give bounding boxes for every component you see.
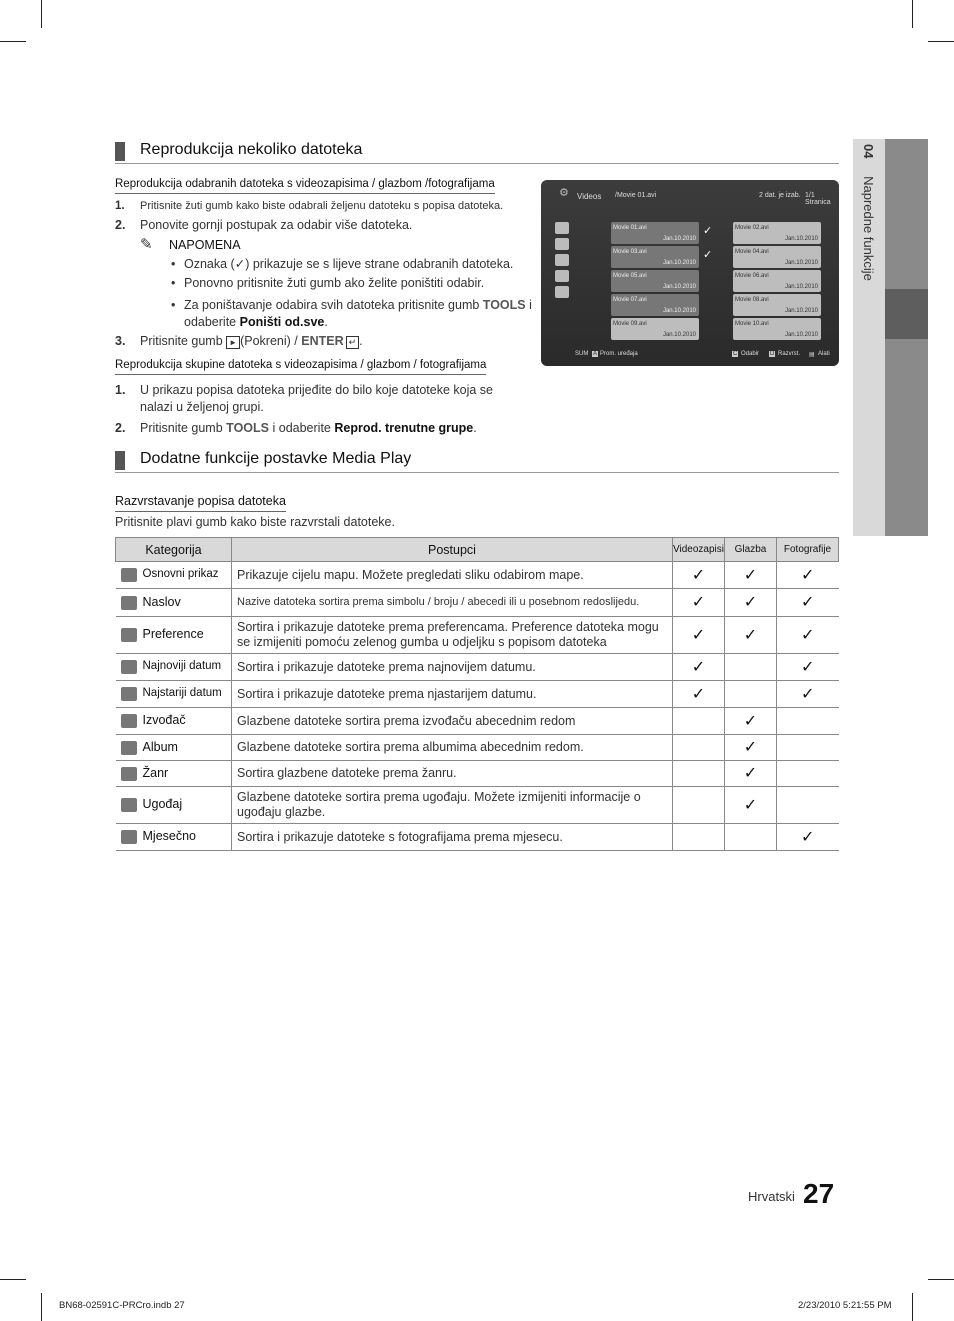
screen-sort-icons	[555, 222, 573, 322]
chapter-side-tab	[853, 139, 928, 536]
subsection-title: Reprodukcija skupine datoteka s videozapisima / glazbom / fotografijama	[115, 359, 486, 375]
button-d: D	[770, 351, 775, 357]
video-check	[673, 787, 725, 824]
category-cell: Album	[116, 735, 232, 761]
music-check: ✓	[725, 761, 777, 787]
video-check	[673, 735, 725, 761]
crop-mark	[912, 1293, 913, 1321]
crop-mark	[0, 1279, 26, 1280]
col-header: Kategorija	[116, 538, 232, 562]
category-cell: Naslov	[116, 589, 232, 617]
category-cell: Preference	[116, 617, 232, 654]
file-tile[interactable]: Movie 02.avi Jan.10.2010	[733, 222, 821, 244]
tab-block-active	[885, 289, 928, 339]
music-check	[725, 824, 777, 851]
table-row	[116, 824, 839, 851]
step-number: 1.	[115, 200, 125, 212]
intro-text: Pritisnite plavi gumb kako biste razvrstali datoteke.	[115, 515, 395, 529]
screen-title: Videos	[577, 192, 602, 201]
sum-label: SUM	[575, 351, 589, 357]
music-check	[725, 654, 777, 681]
music-check: ✓	[725, 617, 777, 654]
chapter-label	[861, 144, 876, 281]
tools-icon: ▤	[809, 352, 815, 358]
description-cell: Sortira glazbene datoteke prema žanru.	[232, 761, 673, 787]
album-icon	[121, 741, 137, 755]
tools-label: Alati	[818, 351, 830, 357]
tv-screenshot	[541, 180, 839, 366]
step-text: Pritisnite gumb ► (Pokreni) / ENTER ↵ .	[140, 334, 363, 348]
photo-check: ✓	[777, 824, 839, 851]
bullet-text: Oznaka (✓) prikazuje se s lijeve strane odabranih datoteka.	[184, 257, 514, 271]
print-file-info: BN68-02591C-PRCro.indb 27	[59, 1300, 185, 1311]
subsection-title: Razvrstavanje popisa datoteka	[115, 494, 286, 512]
mood-icon	[121, 798, 137, 812]
star-icon	[121, 628, 137, 642]
music-check: ✓	[725, 787, 777, 824]
calendar-old-icon	[555, 270, 569, 282]
screen-path: /Movie 01.avi	[615, 192, 657, 199]
calendar-old-icon	[121, 687, 137, 701]
step-number: 3.	[115, 334, 126, 348]
music-check: ✓	[725, 735, 777, 761]
artist-icon	[121, 714, 137, 728]
crop-mark	[41, 0, 42, 28]
music-check: ✓	[725, 708, 777, 735]
col-header: Fotografije	[777, 538, 839, 562]
step-text: Pritisnite žuti gumb kako biste odabrali željenu datoteku s popisa datoteka.	[140, 200, 504, 212]
file-tile[interactable]: Movie 07.avi Jan.10.2010	[611, 294, 699, 316]
video-check	[673, 708, 725, 735]
table-row	[116, 562, 839, 589]
file-tile[interactable]: Movie 03.avi Jan.10.2010	[611, 246, 699, 268]
category-cell: Mjesečno	[116, 824, 232, 851]
bullet-icon: •	[171, 257, 176, 271]
folder-icon	[555, 222, 569, 234]
video-check: ✓	[673, 681, 725, 708]
description-cell: Prikazuje cijelu mapu. Možete pregledati sliku odabirom mape.	[232, 562, 673, 589]
star-icon	[555, 286, 569, 298]
genre-icon	[121, 767, 137, 781]
chapter-number: 04	[861, 144, 876, 159]
table-header-row	[116, 538, 839, 562]
photo-check: ✓	[777, 617, 839, 654]
table-row	[116, 681, 839, 708]
photo-check	[777, 735, 839, 761]
table-row	[116, 654, 839, 681]
crop-mark	[0, 41, 26, 42]
change-device-label: Prom. uređaja	[600, 351, 638, 357]
screen-page: 1/1 Stranica	[805, 192, 831, 206]
video-check: ✓	[673, 654, 725, 681]
category-cell: Žanr	[116, 761, 232, 787]
section-bar	[115, 142, 125, 161]
description-cell: Glazbene datoteke sortira prema ugođaju. Možete izmijeniti informacije o ugođaju glazbe.	[232, 787, 673, 824]
step-number: 2.	[115, 218, 126, 232]
step-text: U prikazu popisa datoteka prijeđite do bilo koje datoteke koja se nalazi u željenoj grupi.	[140, 383, 493, 414]
photo-check: ✓	[777, 589, 839, 617]
description-cell: Sortira i prikazuje datoteke prema najnovijem datumu.	[232, 654, 673, 681]
video-check: ✓	[673, 589, 725, 617]
note-label: NAPOMENA	[169, 238, 241, 252]
checkmark-icon: ✓	[703, 225, 713, 237]
crop-mark	[928, 41, 954, 42]
title-icon	[555, 238, 569, 250]
step-text: Ponovite gornji postupak za odabir više datoteka.	[140, 218, 413, 232]
enter-icon: ↵	[346, 336, 360, 349]
sort-label: Razvrst.	[778, 351, 801, 357]
photo-check	[777, 787, 839, 824]
tab-block	[885, 339, 928, 536]
table-row	[116, 589, 839, 617]
bullet-icon: •	[171, 276, 176, 290]
table-row	[116, 617, 839, 654]
checkmark-icon: ✓	[703, 249, 713, 261]
table-row	[116, 761, 839, 787]
subsection-title: Reprodukcija odabranih datoteka s videozapisima / glazbom /fotografijama	[115, 178, 495, 194]
calendar-icon	[121, 660, 137, 674]
col-header: Videozapisi	[673, 538, 725, 562]
category-cell: Ugođaj	[116, 787, 232, 824]
music-check: ✓	[725, 562, 777, 589]
file-tile[interactable]: Movie 09.avi Jan.10.2010	[611, 318, 699, 340]
description-cell: Glazbene datoteke sortira prema albumima abecednim redom.	[232, 735, 673, 761]
note-icon: ✎	[140, 236, 153, 253]
print-date-info: 2/23/2010 5:21:55 PM	[798, 1300, 892, 1311]
category-cell: Najnoviji datum	[116, 654, 232, 681]
description-cell: Sortira i prikazuje datoteke prema preferencama. Preference datoteka mogu se izmijeniti pomoću zelenog gumba u odjeljku s popisom datoteka	[232, 617, 673, 654]
file-tile[interactable]: Movie 08.avi Jan.10.2010	[733, 294, 821, 316]
video-check	[673, 761, 725, 787]
description-cell: Nazive datoteka sortira prema simbolu / broju / abecedi ili u posebnom redoslijedu.	[232, 589, 673, 617]
select-label: Odabir	[741, 351, 760, 357]
monthly-icon	[121, 830, 137, 844]
table-row	[116, 708, 839, 735]
step-number: 2.	[115, 421, 126, 435]
file-tile[interactable]: Movie 01.avi Jan.10.2010	[611, 222, 699, 244]
description-cell: Sortira i prikazuje datoteke s fotografijama prema mjesecu.	[232, 824, 673, 851]
section-bar	[115, 451, 125, 470]
section-header	[115, 449, 839, 473]
bullet-icon: •	[171, 298, 176, 312]
screen-selected: 2 dat. je izab.	[759, 192, 801, 199]
tab-block	[885, 139, 928, 289]
video-check	[673, 824, 725, 851]
photo-check: ✓	[777, 681, 839, 708]
chapter-title: Napredne funkcije	[861, 176, 876, 281]
col-header: Postupci	[232, 538, 673, 562]
category-cell: Izvođač	[116, 708, 232, 735]
music-check: ✓	[725, 589, 777, 617]
file-tile[interactable]: Movie 05.avi Jan.10.2010	[611, 270, 699, 292]
file-tile[interactable]: Movie 06.avi Jan.10.2010	[733, 270, 821, 292]
video-check: ✓	[673, 617, 725, 654]
step-text: Pritisnite gumb TOOLS i odaberite Reprod. trenutne grupe.	[140, 421, 477, 435]
section-title: Dodatne funkcije postavke Media Play	[140, 450, 412, 467]
category-cell: Najstariji datum	[116, 681, 232, 708]
music-check	[725, 681, 777, 708]
screen-topbar	[541, 180, 839, 210]
bullet-text: Za poništavanje odabira svih datoteka pritisnite gumb TOOLS i odaberite Poništi od.sve.	[184, 298, 532, 329]
folder-icon	[121, 568, 137, 582]
photo-check: ✓	[777, 562, 839, 589]
photo-check	[777, 708, 839, 735]
file-tile[interactable]: Movie 10.avi Jan.10.2010	[733, 318, 821, 340]
crop-mark	[41, 1293, 42, 1321]
play-icon: ►	[226, 336, 240, 349]
crop-mark	[928, 1279, 954, 1280]
photo-check: ✓	[777, 654, 839, 681]
file-tile[interactable]: Movie 04.avi Jan.10.2010	[733, 246, 821, 268]
calendar-icon	[555, 254, 569, 266]
sort-table	[115, 537, 839, 851]
description-cell: Sortira i prikazuje datoteke prema njastarijem datumu.	[232, 681, 673, 708]
section-title: Reprodukcija nekoliko datoteka	[140, 141, 363, 158]
col-header: Glazba	[725, 538, 777, 562]
button-a: A	[593, 351, 598, 357]
category-cell: Osnovni prikaz	[116, 562, 232, 589]
button-c: C	[733, 351, 738, 357]
table-row	[116, 735, 839, 761]
section-header	[115, 140, 839, 164]
title-icon	[121, 596, 137, 610]
description-cell: Glazbene datoteke sortira prema izvođaču abecednim redom	[232, 708, 673, 735]
table-row	[116, 787, 839, 824]
video-check: ✓	[673, 562, 725, 589]
screen-bottombar	[541, 346, 839, 366]
bullet-text: Ponovno pritisnite žuti gumb ako želite poništiti odabir.	[184, 276, 485, 290]
page-number: 27	[803, 1178, 835, 1209]
photo-check	[777, 761, 839, 787]
footer-language: Hrvatski	[748, 1189, 795, 1204]
crop-mark	[912, 0, 913, 28]
step-number: 1.	[115, 383, 126, 397]
videos-icon: ⚙	[559, 187, 569, 199]
